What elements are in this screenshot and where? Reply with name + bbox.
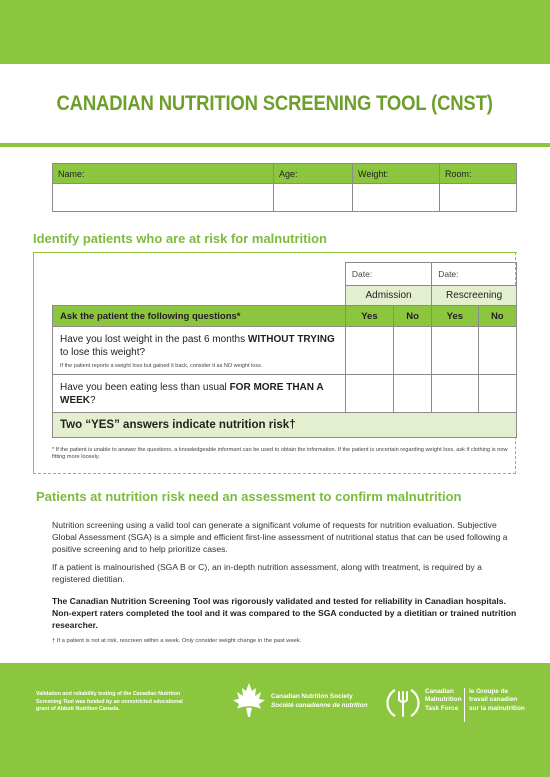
rescreening-date-field[interactable] xyxy=(432,263,517,286)
cns-name-fr: Société canadienne de nutrition xyxy=(271,701,368,709)
cmtf-en-line-3: Task Force xyxy=(425,704,459,712)
q2-admission-no-cell[interactable] xyxy=(393,375,431,413)
cmtf-name-en xyxy=(425,688,462,713)
assessment-paragraph-1: Nutrition screening using a valid tool can generate a significant volume of requests for nutrition evaluation. Subjective Global Assessment (SGA) is a simple and efficient first-line assessment of nutritional status that can be used following a positive screening and to help prioritize cases. xyxy=(52,520,508,554)
top-green-band xyxy=(0,0,550,64)
admission-label: Admission xyxy=(345,286,431,306)
q1-rescreening-yes-cell[interactable] xyxy=(432,327,478,375)
questions-footnote: * If the patient is unable to answer the questions, a knowledgeable informant can be used to obtain the information. If the patient is uncertain regarding weight loss, ask if clothing is now fitting more loosely. xyxy=(52,447,508,461)
room-label: Room: xyxy=(440,164,517,184)
cmtf-fr-line-3: sur la malnutrition xyxy=(469,704,525,712)
cmtf-name-fr xyxy=(469,688,525,713)
admission-date-field[interactable] xyxy=(345,263,431,286)
bottom-green-band xyxy=(0,663,550,777)
title-box xyxy=(0,64,550,143)
q2-rescreening-no-cell[interactable] xyxy=(478,375,516,413)
q2-text-end: ? xyxy=(90,395,96,406)
patient-info-table xyxy=(52,163,517,212)
q2-emphasis: FOR MORE THAN A WEEK xyxy=(60,382,324,406)
admission-yes-header: Yes xyxy=(345,306,393,327)
room-field[interactable] xyxy=(440,184,517,212)
age-label: Age: xyxy=(274,164,353,184)
table-spacer xyxy=(53,263,346,306)
admission-date-label: Date: xyxy=(351,269,373,279)
question-eating-less xyxy=(53,375,346,413)
title-underline xyxy=(0,143,550,147)
maple-leaf-icon xyxy=(232,682,266,718)
cns-name xyxy=(271,693,368,710)
weight-field[interactable] xyxy=(353,184,440,212)
q1-admission-yes-cell[interactable] xyxy=(345,327,393,375)
rescreening-no-header: No xyxy=(478,306,516,327)
assessment-heading: Patients at nutrition risk need an assessment to confirm malnutrition xyxy=(36,489,462,504)
rescreening-date-label: Date: xyxy=(438,269,459,279)
rescreen-footnote: † If a patient is not at risk, rescreen within a week. Only consider weight change in the past week. xyxy=(52,638,302,644)
cmtf-divider xyxy=(464,688,465,722)
rescreening-label: Rescreening xyxy=(432,286,517,306)
q1-emphasis: WITHOUT TRYING xyxy=(247,334,335,345)
screening-questions-table xyxy=(52,262,517,438)
q2-admission-yes-cell[interactable] xyxy=(345,375,393,413)
cmtf-fr-line-2: travail canadien xyxy=(469,696,518,704)
cmtf-en-line-1: Canadian xyxy=(425,688,454,695)
validation-paragraph: The Canadian Nutrition Screening Tool was rigorously validated and tested for reliability in Canadian hospitals. Non-expert raters completed the tool and it was compared to the SGA conducted by a dietitian or trained nutrition researcher. xyxy=(52,596,517,630)
question-weight-loss xyxy=(53,327,346,375)
funding-note: Validation and reliability testing of the Canadian Nutrition Screening Tool was funded by an unrestricted educational grant of Abbott Nutrition Canada. xyxy=(36,691,183,712)
age-field[interactable] xyxy=(274,184,353,212)
q1-text: Have you lost weight in the past 6 months xyxy=(60,334,248,345)
q1-note: If the patient reports a weight loss but gained it back, consider it as NO weight loss. xyxy=(60,363,263,369)
q1-admission-no-cell[interactable] xyxy=(393,327,431,375)
q1-rescreening-no-cell[interactable] xyxy=(478,327,516,375)
rescreening-yes-header: Yes xyxy=(432,306,478,327)
q1-text-end: to lose this weight? xyxy=(60,347,146,358)
q2-text: Have you been eating less than usual xyxy=(60,382,230,393)
fork-icon xyxy=(386,686,420,720)
cns-name-en: Canadian Nutrition Society xyxy=(271,693,353,700)
questions-header: Ask the patient the following questions* xyxy=(53,306,346,327)
risk-heading: Identify patients who are at risk for malnutrition xyxy=(33,231,327,246)
assessment-paragraph-2: If a patient is malnourished (SGA B or C), an in-depth nutrition assessment, along with treatment, is required by a registered dietitian. xyxy=(52,562,482,584)
nutrition-risk-rule: Two “YES” answers indicate nutrition risk† xyxy=(53,413,517,438)
page-title: CANADIAN NUTRITION SCREENING TOOL (CNST) xyxy=(56,91,494,115)
admission-no-header: No xyxy=(393,306,431,327)
weight-label: Weight: xyxy=(353,164,440,184)
q2-rescreening-yes-cell[interactable] xyxy=(432,375,478,413)
name-label: Name: xyxy=(53,164,274,184)
name-field[interactable] xyxy=(53,184,274,212)
cmtf-en-line-2: Malnutrition xyxy=(425,696,462,704)
cmtf-fr-line-1: le Groupe de xyxy=(469,688,509,695)
